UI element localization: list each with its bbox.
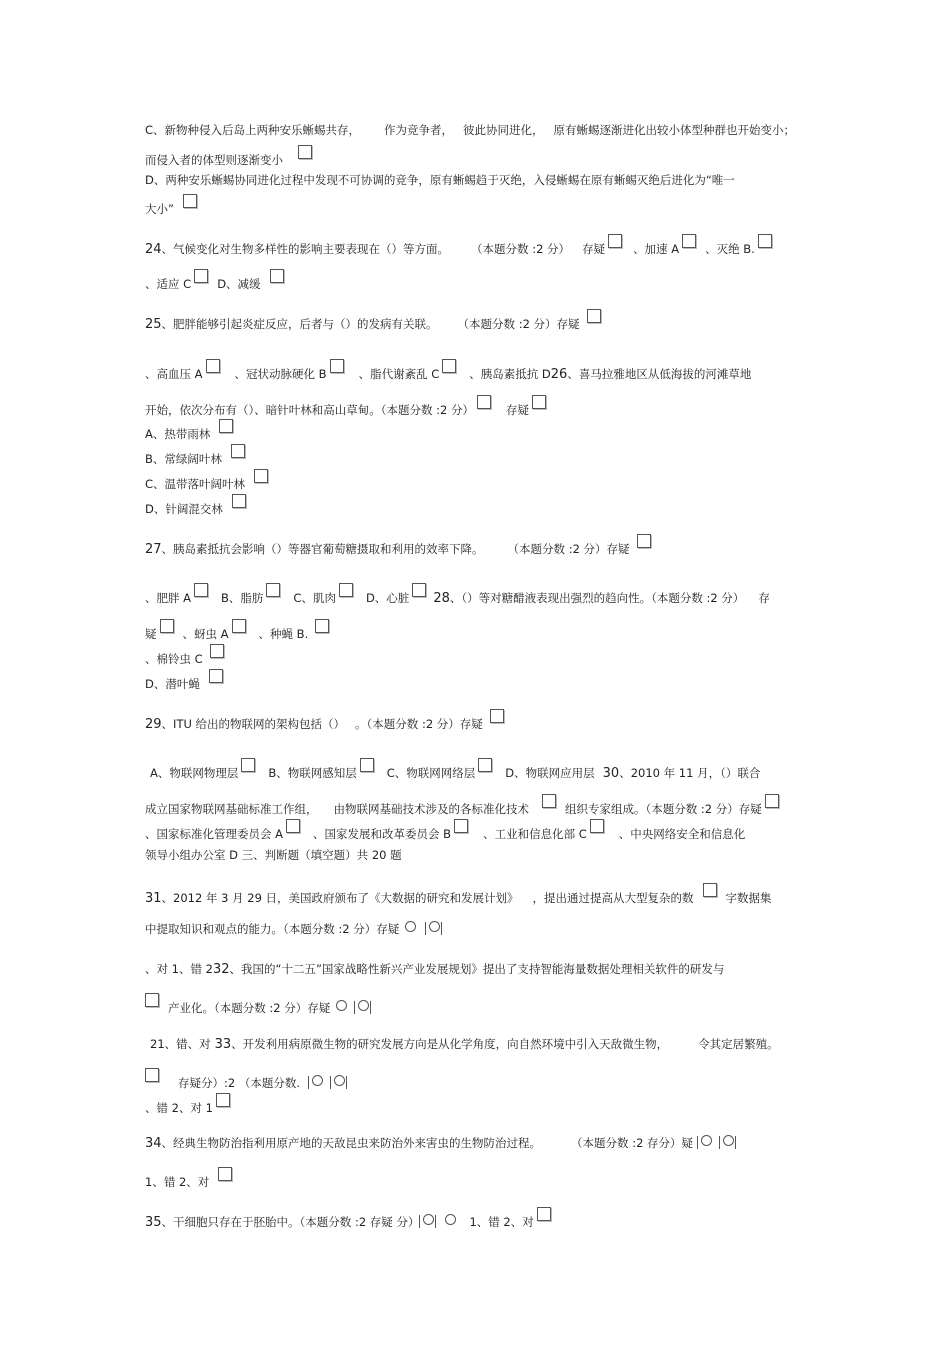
question-text: 、开发利用病原微生物的研究发展方向是从化学角度，向自然环境中引入天敌微生物， (231, 1037, 669, 1051)
score-text: （本题分数 :2 分）存疑 (507, 542, 630, 556)
text: 、高血压 A (145, 367, 203, 381)
text: 、棉铃虫 C (145, 652, 203, 666)
text: C、肌肉 (293, 591, 336, 605)
option-line (145, 647, 227, 667)
checkbox[interactable] (330, 359, 344, 373)
text: 、对 1、错 2 (145, 962, 213, 976)
text: D、减缓 (217, 277, 261, 291)
text: 、错 2、对 1 (145, 1101, 213, 1115)
text: 1、错 2、对 (145, 1175, 210, 1189)
checkbox[interactable] (270, 269, 284, 283)
checkbox[interactable] (209, 669, 223, 683)
text: 、加速 A (633, 242, 680, 256)
question-27 (145, 537, 654, 558)
text: D、心脏 (365, 591, 410, 605)
text: B、脂肪 (221, 591, 264, 605)
divider (370, 1001, 371, 1014)
text: D、针阔混交林 (145, 502, 223, 516)
radio[interactable] (358, 1000, 369, 1011)
question-24 (145, 237, 775, 258)
text: 21、错、对 (150, 1037, 211, 1051)
checkbox[interactable] (442, 359, 456, 373)
score-text: （本题分数 :2 存分）疑 (571, 1136, 694, 1150)
question-text: 、（）等对糖醋液表现出强烈的趋向性。（本题分数 :2 分） (449, 591, 745, 605)
text: D、两种安乐蜥蜴协同进化过程中发现不可协调的竞争，原有蜥蜴趋于灭绝，入侵蜥蜴在原有蜥蜴灭绝后进化为“唯一 (145, 173, 735, 187)
text: 、肥胖 A (145, 591, 192, 605)
divider (425, 922, 426, 935)
checkbox[interactable] (286, 819, 300, 833)
option-line (145, 586, 770, 607)
checkbox[interactable] (478, 758, 492, 772)
question-text: 、经典生物防治指利用原产地的天敌昆虫来防治外来害虫的生物防治过程。 (161, 1136, 542, 1150)
checkbox[interactable] (219, 419, 233, 433)
checkbox[interactable] (682, 234, 696, 248)
text: 、蚜虫 A (182, 627, 229, 641)
option-line (145, 362, 751, 383)
checkbox[interactable] (216, 1093, 230, 1107)
text: 、冠状动脉硬化 B (234, 367, 327, 381)
text: 、脂代谢紊乱 C (358, 367, 440, 381)
question-text: 、胰岛素抵抗会影响（）等器官葡萄糖摄取和利用的效率下降。 (161, 542, 484, 556)
text: D、潜叶蝇 (145, 677, 200, 691)
option-line (145, 447, 248, 467)
checkbox[interactable] (254, 469, 268, 483)
text: 领导小组办公室 D 三、判断题（填空题）共 20 题 (145, 848, 402, 862)
text: ，提出通过提高从大型复杂的数 (532, 891, 694, 905)
radio[interactable] (701, 1135, 712, 1146)
checkbox[interactable] (477, 395, 491, 409)
checkbox[interactable] (145, 1068, 159, 1082)
checkbox[interactable] (758, 234, 772, 248)
checkbox[interactable] (537, 1207, 551, 1221)
divider (330, 1076, 331, 1089)
question-number: 34 (145, 1136, 162, 1151)
checkbox[interactable] (298, 145, 312, 159)
question-text: 开始，依次分布有（）、暗针叶林和高山草甸。（本题分数 :2 分） (145, 403, 474, 417)
option-line (150, 761, 760, 782)
score-text: 。（本题分数 :2 分）存疑 (355, 717, 483, 731)
text: 、种蝇 B. (258, 627, 309, 641)
option-line (145, 1096, 233, 1116)
question-number: 35 (145, 1215, 162, 1230)
question-text: 、干细胞只存在于胚胎中。（本题分数 :2 存疑 分） (161, 1215, 420, 1229)
divider (719, 1136, 720, 1149)
checkbox[interactable] (490, 709, 504, 723)
score-text: 中提取知识和观点的能力。（本题分数 :2 分）存疑 (145, 922, 400, 936)
question-text: 成立国家物联网基础标准工作组， (145, 802, 318, 816)
divider (419, 1215, 420, 1228)
radio[interactable] (334, 1075, 345, 1086)
checkbox[interactable] (194, 269, 208, 283)
text: 存疑 (582, 242, 606, 256)
checkbox[interactable] (231, 444, 245, 458)
checkbox[interactable] (232, 619, 246, 633)
question-31 (145, 886, 772, 907)
question-text: 、2012 年 3 月 29 日，美国政府颁布了《大数据的研究和发展计划》 (161, 891, 519, 905)
text: C、温带落叶阔叶林 (145, 477, 246, 491)
question-35 (145, 1210, 554, 1231)
checkbox[interactable] (241, 758, 255, 772)
text: 原有蜥蜴逐渐进化出较小体型种群也开始变小； (553, 123, 796, 137)
question-number: 29 (145, 717, 162, 732)
option-line (145, 422, 236, 442)
question-number: 28 (433, 591, 450, 606)
question-31-score (145, 921, 443, 937)
question-number: 27 (145, 542, 162, 557)
radio[interactable] (723, 1135, 734, 1146)
checkbox[interactable] (194, 583, 208, 597)
text: C、物联网网络层 (386, 766, 476, 780)
text: B、常绿阔叶林 (145, 452, 222, 466)
checkbox[interactable] (339, 583, 353, 597)
checkbox[interactable] (542, 794, 556, 808)
radio[interactable] (405, 921, 416, 932)
option-line (145, 961, 724, 978)
question-text: 、我国的“十二五”国家战略性新兴产业发展规划》提出了支持智能海量数据处理相关软件的研发与 (229, 962, 725, 976)
text: 、中央网络安全和信息化 (618, 827, 746, 841)
checkbox[interactable] (232, 494, 246, 508)
text: B、物联网感知层 (268, 766, 357, 780)
question-34 (145, 1135, 737, 1152)
checkbox[interactable] (210, 644, 224, 658)
question-text: 、肥胖能够引起炎症反应，后者与（）的发病有关联。 (161, 317, 438, 331)
option-line (145, 822, 745, 842)
question-number: 26 (550, 367, 568, 382)
checkbox[interactable] (532, 395, 546, 409)
question-26 (145, 398, 549, 418)
question-29 (145, 712, 507, 733)
text: 存 (758, 591, 770, 605)
option-line (145, 622, 332, 642)
text: 大小” (145, 202, 174, 216)
checkbox[interactable] (412, 583, 426, 597)
checkbox[interactable] (160, 619, 174, 633)
checkbox[interactable] (703, 883, 717, 897)
question-text: 、喜马拉雅地区从低海拔的河滩草地 (567, 367, 752, 381)
checkbox[interactable] (608, 234, 622, 248)
radio[interactable] (429, 921, 440, 932)
option-line (145, 172, 735, 188)
radio[interactable] (423, 1214, 434, 1225)
checkbox[interactable] (765, 794, 779, 808)
checkbox[interactable] (315, 619, 329, 633)
score-text: 存疑分）:2 （本题分数. (178, 1076, 301, 1090)
text: 、胰岛素抵抗 D (469, 367, 551, 381)
text: 1、错 2、对 (469, 1215, 534, 1229)
divider (354, 1001, 355, 1014)
section-heading (145, 847, 402, 863)
question-number: 25 (145, 317, 162, 332)
question-25 (145, 312, 604, 333)
question-33-score (145, 1071, 348, 1091)
option-line (145, 197, 200, 217)
text: 、国家标准化管理委员会 A (145, 827, 284, 841)
checkbox[interactable] (218, 1167, 232, 1181)
radio[interactable] (336, 1000, 347, 1011)
question-text: 、2010 年 11 月，（）联合 (619, 766, 761, 780)
option-line (145, 122, 795, 138)
checkbox[interactable] (206, 359, 220, 373)
divider (735, 1136, 736, 1149)
option-line (145, 672, 226, 692)
score-text: 产业化。（本题分数 :2 分）存疑 (168, 1001, 331, 1015)
question-text: 、气候变化对生物多样性的影响主要表现在（）等方面。 (161, 242, 450, 256)
checkbox[interactable] (145, 993, 159, 1007)
text: A、物联网物理层 (150, 766, 239, 780)
text: 作为竞争者， (384, 123, 454, 137)
text: A、热带雨林 (145, 427, 211, 441)
question-number: 30 (602, 766, 620, 781)
text: 字数据集 (725, 891, 772, 905)
radio[interactable] (312, 1075, 323, 1086)
option-line (145, 472, 271, 492)
question-number: 32 (212, 962, 230, 977)
score-text: 组织专家组成。（本题分数 :2 分）存疑 (565, 802, 762, 816)
option-line (145, 272, 287, 292)
checkbox[interactable] (360, 758, 374, 772)
text: 、国家发展和改革委员会 B (313, 827, 452, 841)
question-number: 31 (145, 891, 162, 906)
divider (697, 1136, 698, 1149)
text: 令其定居繁殖。 (698, 1037, 779, 1051)
question-text: 、ITU 给出的物联网的架构包括（） (161, 717, 346, 731)
checkbox[interactable] (590, 819, 604, 833)
checkbox[interactable] (454, 819, 468, 833)
question-30 (145, 797, 782, 817)
checkbox[interactable] (266, 583, 280, 597)
option-line (145, 148, 315, 168)
text: D、物联网应用层 (505, 766, 595, 780)
score-text: （本题分数 :2 分） (471, 242, 571, 256)
divider (441, 922, 442, 935)
checkbox[interactable] (183, 194, 197, 208)
text: 、工业和信息化部 C (483, 827, 587, 841)
radio[interactable] (445, 1214, 456, 1225)
text: 彼此协同进化， (463, 123, 544, 137)
score-text: （本题分数 :2 分）存疑 (457, 317, 580, 331)
divider (308, 1076, 309, 1089)
checkbox[interactable] (587, 309, 601, 323)
text: 而侵入者的体型则逐渐变小 (145, 153, 283, 167)
text: 、适应 C (145, 277, 192, 291)
option-line (145, 497, 249, 517)
option-line (145, 1170, 235, 1190)
divider (435, 1215, 436, 1228)
question-33 (150, 1036, 779, 1053)
question-32-score (145, 996, 372, 1016)
text: 疑 (145, 627, 157, 641)
question-number: 33 (214, 1037, 232, 1052)
text: C、新物种侵入后岛上两种安乐蜥蜴共存， (145, 123, 361, 137)
checkbox[interactable] (637, 534, 651, 548)
text: 、灭绝 B. (705, 242, 755, 256)
text: 存疑 (506, 403, 529, 417)
text: 由物联网基础技术涉及的各标准化技术 (333, 802, 529, 816)
question-number: 24 (145, 242, 162, 257)
divider (346, 1076, 347, 1089)
